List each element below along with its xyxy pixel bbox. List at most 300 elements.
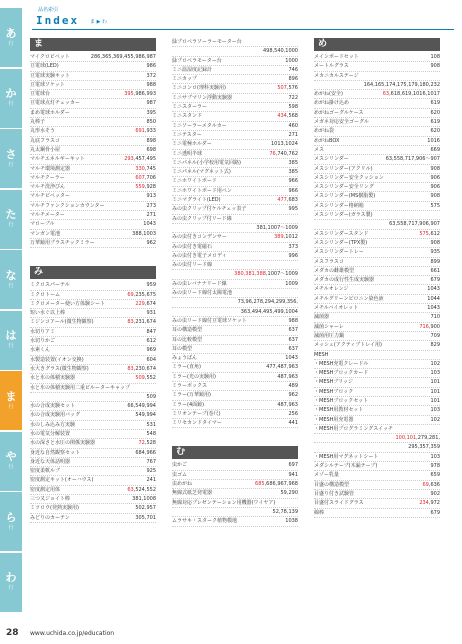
entry-pages: 63,558,717,906,907 [389,221,440,228]
entry-name: ミニコンロ(理科実験用) [172,85,226,92]
index-entry [314,462,440,471]
index-header [24,2,454,32]
entry-name: みょうばん [172,355,198,362]
entry-name: ミリオンテープ(巻尺) [172,410,221,417]
entry-pages: 898 [146,137,156,144]
index-entry [30,220,156,229]
index-entry [172,47,298,56]
entry-name: メートルグラス [314,63,349,70]
entry-pages: 908 [430,63,440,70]
index-entry [30,239,156,248]
index-entry [30,356,156,365]
sidebar-tab-9[interactable] [0,553,22,613]
entry-name: 水と氷の体積実験用二重ピルーターキャップ [30,384,131,391]
entry-name: メダシルテープ(木漏テープ) [314,463,378,470]
entry-name: 緑プロペラモーター台 [172,57,222,64]
sidebar-tab-2[interactable] [0,129,22,189]
index-entry [314,220,440,229]
entry-name: MESH [314,351,329,358]
index-entry [172,75,298,84]
index-entry [30,211,156,220]
index-entry [30,137,156,146]
sidebar-tab-kana: さ [5,147,17,161]
entry-name: みの虫付き電子メロディ [172,252,227,259]
entry-pages: 108 [430,54,440,60]
entry-name: メス [314,146,325,153]
entry-pages [123,155,156,163]
entry-pages-rest: ,279,281, [416,435,440,442]
entry-name: めがね袋 [314,128,335,135]
entry-pages-highlight: 69 [127,291,134,298]
entry-pages: 273 [146,202,156,209]
index-entry [314,174,440,183]
index-entry [30,346,156,355]
entry-pages [126,486,156,494]
entry-name: 万華鏡用プラスチックミラー [30,239,95,246]
index-entry [314,434,440,443]
entry-pages-highlight: 76 [269,150,276,157]
entry-pages [134,374,156,382]
sidebar-tab-0[interactable] [0,8,22,68]
entry-pages [134,174,156,182]
sidebar-tab-kana: な [5,268,17,282]
index-entry [172,317,298,326]
sidebar-tab-label: 行 [8,282,14,289]
index-entry [30,202,156,211]
entry-pages: 477,487,963 [266,364,298,371]
entry-name: メスフラスコ [314,258,344,265]
index-entry [314,99,440,108]
entry-pages: 697 [288,462,298,469]
sidebar-tab-1[interactable] [0,69,22,129]
entry-pages-highlight: 716 [419,323,429,330]
index-entry [172,224,298,233]
entry-name: ・MESH用マグネットシート [314,453,379,460]
index-entry [30,393,156,402]
entry-pages [134,127,156,135]
index-entry [172,196,298,205]
entry-name: 水素くん [30,347,51,354]
entry-pages: 549,994 [135,412,156,419]
index-entry [30,183,156,192]
entry-pages: 385 [288,159,298,166]
index-entry [172,308,298,317]
entry-pages: 102 [430,360,440,367]
index-entry [172,298,298,307]
entry-name: 短い水ぐ以上棒 [30,310,66,317]
sidebar-tab-label: 行 [8,403,14,410]
entry-name: みの虫クリップ付リード線 [172,215,232,222]
index-entry [30,281,156,290]
entry-name: 水製造装置(イオン交換) [30,356,84,363]
entry-pages-highlight: 293 [124,156,134,163]
index-entry [172,289,298,298]
entry-pages-highlight: 575 [419,230,429,237]
entry-name: みの虫付き電磁石 [172,243,213,250]
entry-pages: 908 [430,193,440,200]
entry-name: めがねBOX [314,137,340,144]
entry-name: ミニパネル(小学校用電気回路) [172,159,241,166]
entry-name: ミクロスパーテル [30,282,70,289]
index-entry [30,90,156,99]
entry-pages-highlight: 234 [419,500,429,507]
entry-pages [276,112,298,120]
entry-pages: 305,701 [135,514,156,521]
sidebar-tab-3[interactable] [0,190,22,250]
index-entry [172,391,298,400]
index-entry [30,458,156,467]
entry-pages: 286,365,369,455,986,987 [90,54,156,60]
index-entry [30,53,156,62]
entry-pages: 460 [288,122,298,129]
index-entry [314,127,440,136]
index-entry [172,112,298,121]
entry-pages: 363,494,495,499,1004 [240,308,298,315]
entry-pages-rest: ,900 [428,323,440,330]
entry-pages [126,291,156,299]
entry-pages: 101 [430,397,440,404]
entry-name: 水切りアミ [30,328,56,335]
entry-pages [126,318,156,326]
index-entry [172,419,298,428]
index-entry [172,410,298,419]
section-heading: み [30,266,156,279]
sidebar-tab-label: 行 [8,524,14,531]
entry-pages: 722 [288,94,298,101]
entry-pages-rest: ,986,993 [133,91,156,98]
entry-pages-highlight: 69 [422,481,429,488]
entry-pages: 548 [146,430,156,437]
index-entry [30,72,156,81]
entry-pages-highlight: 330 [135,165,145,172]
entry-pages [268,150,298,158]
entry-pages [382,90,440,98]
index-entry [172,205,298,214]
entry-pages-highlight: 72 [138,440,145,447]
entry-pages: 908 [430,165,440,172]
entry-name: メチルオレンジ [314,286,349,293]
entry-pages: 931 [146,310,156,317]
entry-name: 身近な天体話明器 [30,458,71,465]
entry-name: メチルバイオレット [314,305,359,312]
entry-pages [418,230,440,238]
entry-pages-highlight: 685 [255,481,265,488]
entry-pages: 679 [430,509,440,516]
index-entry [30,291,156,300]
index-sidebar [0,0,22,644]
entry-name: 豆電球ソケット [30,81,65,88]
entry-pages: 498,540,1000 [263,48,298,55]
entry-pages: 241 [146,477,156,484]
entry-name: 水の合成実験用バッグ [30,412,81,419]
sidebar-tab-label: 行 [8,101,14,107]
entry-pages: 271 [288,131,298,138]
entry-pages-highlight: 607 [135,174,145,181]
index-entry [30,127,156,136]
entry-pages: 441 [288,420,298,427]
entry-name: マルチメーター [30,212,65,219]
entry-pages: 1000 [285,57,298,64]
index-entry [172,57,298,66]
index-entry [30,384,156,393]
entry-pages: 1043 [427,305,440,312]
index-entry [314,146,440,155]
entry-name: ミニソーラーメタルカー [172,122,227,129]
sidebar-tab-kana: は [5,329,17,342]
index-entry [30,318,156,327]
sidebar-tab-6[interactable] [0,371,22,431]
entry-name: 無線式紙芝発電器 [172,490,213,497]
entry-pages: 988 [288,317,298,324]
entry-pages-rest: ,636 [428,481,440,488]
entry-pages: 1013,1024 [270,141,298,148]
index-entry [314,341,440,350]
index-entry [314,360,440,369]
entry-pages: 1009 [285,280,298,287]
entry-name: 滅菌器 [314,314,330,321]
entry-name: 目盛り付き試験管 [314,490,355,497]
entry-name: メッシュ(アクティブトレイ用) [314,342,383,349]
sidebar-tab-5[interactable] [0,311,22,371]
index-entry [30,504,156,513]
entry-pages-rest: ,972 [428,500,440,507]
index-entry [314,258,440,267]
entry-name: メチルグリーンピロニン染色液 [314,295,384,302]
entry-pages-rest: ,706 [144,174,156,181]
sidebar-tab-label: 行 [8,161,14,168]
sidebar-tab-4[interactable] [0,250,22,310]
entry-pages: 1016 [427,137,440,144]
entry-pages: 502,957 [135,505,156,512]
entry-pages: 637 [288,327,298,334]
index-entry [314,202,440,211]
entry-pages-highlight: 229 [135,300,145,307]
entry-pages-rest: ,457,495 [133,156,156,163]
entry-pages [418,323,440,331]
entry-pages: 598 [288,104,298,111]
entry-pages: 256 [288,410,298,417]
entry-name: みの虫クリップ付ケルチェッ表子 [172,206,247,213]
index-entry [30,99,156,108]
index-entry [30,430,156,439]
entry-name: ミラーボックス [172,382,207,389]
entry-name: 耳の構造模型 [172,327,203,334]
entry-name: 丸棒子 [30,119,46,126]
entry-pages: 959 [146,282,156,289]
entry-pages: 101 [430,379,440,386]
header-kana-range: ま ▶ わ [90,19,108,25]
entry-pages-rest: ,528 [144,440,156,447]
entry-pages: 966 [288,187,298,194]
entry-pages: 896 [288,76,298,83]
entry-pages: 661 [430,267,440,274]
entry-name: みの虫リード線付豆電球ソケット [172,317,247,324]
entry-name: ミニテスター [172,131,202,138]
entry-name: マルチエネルギーキット [30,156,85,163]
entry-pages: 829 [430,342,440,349]
sidebar-tab-7[interactable] [0,432,22,492]
entry-name: メインボードセット [314,54,359,60]
entry-pages: 987 [146,100,156,107]
entry-pages: 103 [430,370,440,377]
entry-name: メスシリンダー安全クッション [314,174,384,181]
entry-pages: 73,96,278,294,299,356, [237,299,298,306]
sidebar-tab-kana: た [5,208,17,221]
entry-name: 目盛付スライドグラス [314,500,364,507]
entry-name: ・MESHブロック [314,388,354,395]
entry-name: マルチ環境測定器 [30,165,71,172]
entry-name: 丸形水そう [30,128,56,135]
sidebar-tab-label: 行 [8,585,14,591]
index-entry [314,397,440,406]
entry-name: ・MESHブロックセット [314,397,369,404]
entry-pages-rest: ,683 [286,197,298,204]
entry-name: 密度柔軟ルブ [30,468,61,475]
index-entry [172,122,298,131]
entry-pages: 659 [430,472,440,479]
entry-name: ミジンコアール(微生物観察) [30,319,94,326]
entry-pages: 489 [288,382,298,389]
entry-name: メスシリンダー [314,156,349,163]
index-entry [30,165,156,174]
index-entry [172,233,298,242]
index-column-2 [172,38,298,527]
entry-pages-rest: ,552 [144,375,156,382]
index-entry [30,300,156,309]
index-entry [314,471,440,480]
sidebar-tab-kana: か [5,87,17,100]
entry-name: 耳の比較模型 [172,336,203,343]
entry-name: めがねゴーグルケース [314,109,364,116]
entry-pages: 52,78,139 [272,508,298,515]
section-heading: む [172,446,298,459]
entry-name: ・MESH充電クレードル [314,360,369,367]
entry-name: 水切りかご [30,338,56,345]
index-entry [172,480,298,489]
entry-pages: 709 [430,332,440,339]
entry-pages [276,84,298,92]
entry-pages: 899 [430,258,440,265]
index-entry [314,165,440,174]
entry-name: ミリセカンドタイマー [172,420,222,427]
entry-pages: 908 [430,239,440,246]
entry-pages: 1038 [285,518,298,525]
index-entry [172,270,298,279]
sidebar-tab-label: 行 [8,40,14,47]
entry-pages: 850 [146,119,156,126]
entry-name: ミニ電極ホルダー [172,141,212,148]
index-entry [314,239,440,248]
entry-pages: 767 [146,458,156,465]
entry-pages: 637 [288,336,298,343]
entry-pages: 103 [430,453,440,460]
index-entry [172,336,298,345]
entry-name: 耳の模型 [172,345,193,352]
entry-name: 水の深さと水圧の関係実験器 [30,440,96,447]
index-entry [172,517,298,526]
index-entry [172,489,298,498]
entry-pages: 619 [430,119,440,126]
index-entry [30,411,156,420]
index-entry [314,351,440,360]
index-entry [172,215,298,224]
index-entry [314,295,440,304]
entry-name: マルチファンクションカウンター [30,202,105,209]
entry-pages: 902 [430,490,440,497]
entry-name: ミクロメーター使い方体験シート [30,300,106,307]
entry-name: めがね(安全) [314,91,343,98]
index-entry [172,401,298,410]
entry-pages: 847 [146,328,156,335]
entry-pages: 103 [430,407,440,414]
entry-pages-rest: ,1012 [283,234,298,241]
index-entry [314,155,440,164]
index-entry [172,382,298,391]
entry-pages-highlight: 63 [127,486,134,493]
index-entry [172,261,298,270]
index-entry [314,323,440,332]
entry-pages: 612 [146,338,156,345]
sidebar-tab-kana: あ [5,26,17,40]
entry-name: 豆電球(LED) [30,63,59,70]
entry-name: 丸太鋼骨小屋 [30,146,61,153]
index-entry [30,230,156,239]
entry-name: まめ電球ホルダー [30,109,70,116]
index-entry [314,81,440,90]
entry-name: 目盛の構造模型 [314,481,350,488]
entry-name: マルチクーラー [30,174,65,181]
index-entry [314,499,440,508]
entry-pages: 1043 [143,221,156,228]
index-entry [314,118,440,127]
entry-pages: 388,1003 [132,230,156,237]
index-entry [30,421,156,430]
entry-pages [394,434,440,442]
section-heading: ま [30,38,156,51]
entry-pages-highlight: 559 [135,184,145,191]
entry-pages: 962 [288,392,298,399]
index-entry [30,62,156,71]
entry-pages: 698 [146,146,156,153]
index-entry [30,328,156,337]
entry-name: ・MESH用充電器 [314,416,354,423]
entry-name: 緑プロペラソーラーモーター台 [172,39,242,45]
entry-pages: 381,1008 [132,496,156,503]
entry-name: みの虫付きコンデンサー [172,234,227,241]
index-entry [314,453,440,462]
entry-pages: 271 [146,212,156,219]
entry-name: メスシリンダートレー [314,249,364,256]
index-entry [30,495,156,504]
index-entry [172,326,298,335]
entry-name: ミニスターラー [172,104,208,111]
entry-pages: 619 [430,100,440,107]
sidebar-tab-kana: ら [5,510,17,524]
entry-name: ・MESHブリッジ [314,379,354,386]
entry-pages-rest: ,235,675 [133,291,156,298]
index-entry [314,425,440,434]
index-entry [314,490,440,499]
index-entry [30,439,156,448]
entry-pages-highlight: 477 [277,197,287,204]
entry-name: メスシリンダー安全リング [314,184,374,191]
sidebar-tab-8[interactable] [0,492,22,552]
index-entry [172,150,298,159]
entry-pages: 966 [288,178,298,185]
entry-pages: 978 [430,463,440,470]
entry-pages: 66,549,994 [127,403,156,410]
entry-pages-rest: ,928 [144,184,156,191]
